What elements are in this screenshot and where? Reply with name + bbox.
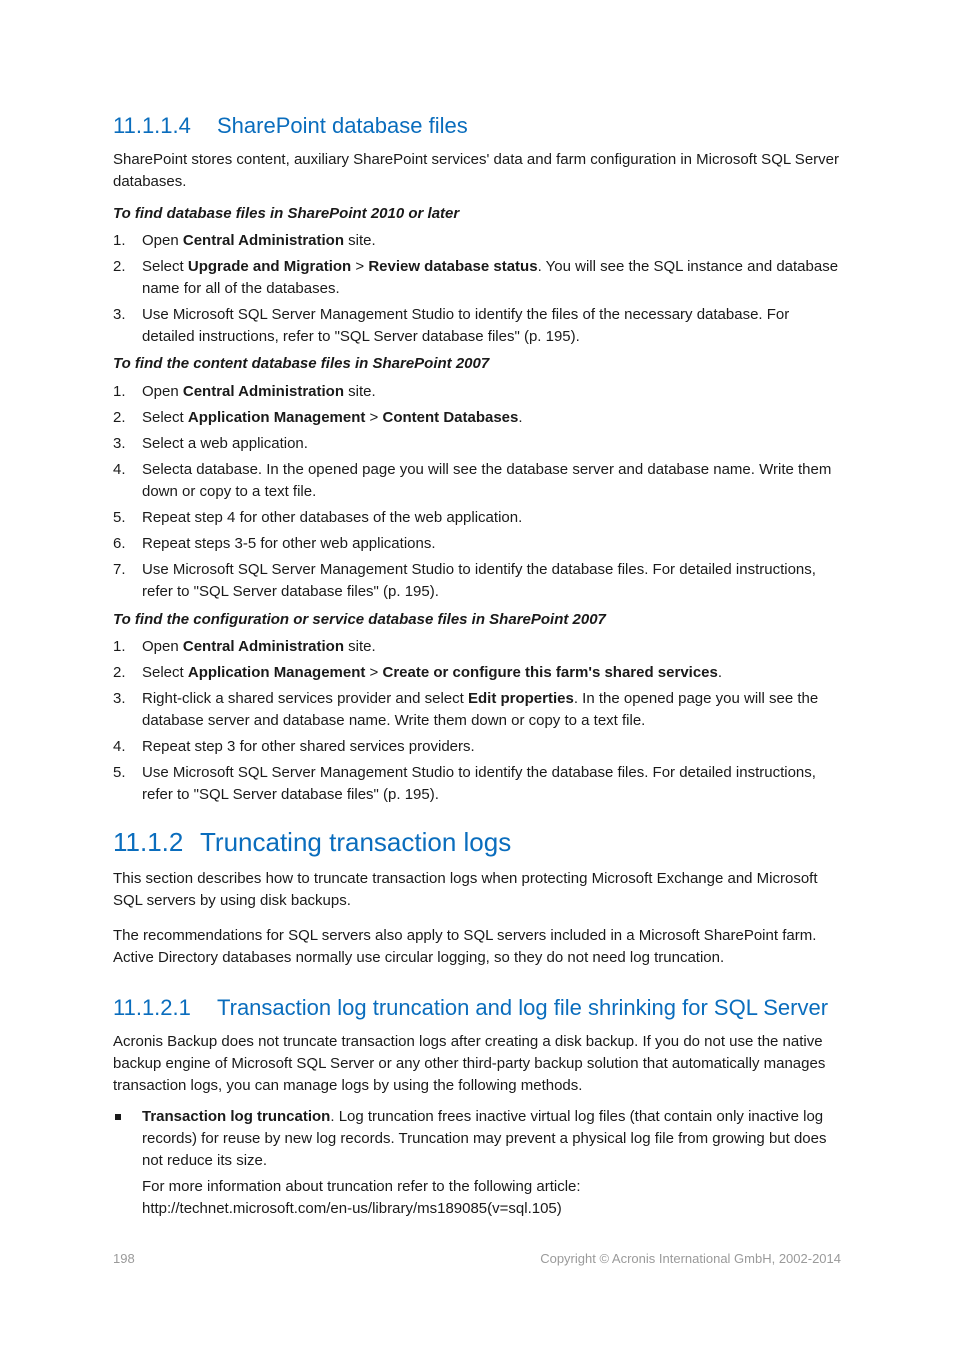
step-text: . [717, 664, 723, 681]
truncating-recommendations: The recommendations for SQL servers also apply to SQL servers included in a Microsoft SharePoint farm. Active Directory databases normally use circular logging, so they do not need log truncation. [113, 927, 817, 966]
step-number: 1. [113, 638, 126, 655]
step-text: Open [142, 638, 183, 655]
list-item [113, 304, 843, 348]
step-text: Right-click a shared services provider and select [142, 690, 468, 707]
method-description: . Log truncation frees inactive virtual log files (that contain only inactive log records) for reuse by new log records. Truncation may prevent a physical log file from growing but does not reduce its size. [142, 1108, 827, 1169]
list-item [113, 507, 843, 529]
steps-content-2007 [113, 381, 843, 607]
step-text: Repeat step 4 for other databases of the web application. [142, 509, 523, 526]
step-bold: Upgrade and Migration [187, 258, 352, 275]
step-bold: Edit properties [467, 690, 574, 707]
sql-truncation-intro: Acronis Backup does not truncate transaction logs after creating a disk backup. If you do not use the native backup engine of Microsoft SQL Server or any other third-party backup solution that automatically manages transaction logs, you can manage logs by using the following methods. [113, 1033, 826, 1094]
step-number: 3. [113, 435, 126, 452]
step-text: site. [344, 638, 376, 655]
step-text: site. [344, 232, 376, 249]
list-item [113, 662, 843, 684]
section-heading-sql-truncation: 11.1.2.1 Transaction log truncation and log file shrinking for SQL Server [113, 995, 829, 1020]
step-text: Use Microsoft SQL Server Management Studio to identify the files of the necessary database. For detailed instructions, refer to "SQL Server database files" (p. 195). [142, 306, 790, 345]
step-text: Open [142, 232, 183, 249]
steps-config-2007 [113, 636, 843, 810]
steps-2010 [113, 230, 843, 352]
step-bold: Content Databases [382, 409, 519, 426]
procedure-heading-config-2007: To find the configuration or service database files in SharePoint 2007 [113, 611, 606, 628]
step-text: . [518, 409, 523, 426]
procedure-heading-2010: To find database files in SharePoint 2010 or later [113, 205, 460, 222]
step-text: Use Microsoft SQL Server Management Studio to identify the database files. For detailed instructions, refer to "SQL Server database files" (p. 195). [142, 561, 816, 600]
procedure-heading-content-2007: To find the content database files in SharePoint 2007 [113, 355, 490, 372]
step-text: Selecta database. In the opened page you will see the database server and database name. Write them down or copy to a text file. [142, 461, 832, 500]
step-text: Use Microsoft SQL Server Management Studio to identify the database files. For detailed instructions, refer to "SQL Server database files" (p. 195). [142, 764, 816, 803]
step-text: Select [142, 664, 188, 681]
step-number: 1. [113, 232, 126, 249]
step-bold: Central Administration [182, 638, 345, 655]
list-item [113, 533, 843, 555]
step-number: 5. [113, 509, 126, 526]
step-number: 2. [113, 258, 126, 275]
step-number: 7. [113, 561, 126, 578]
step-bold: Create or configure this farm's shared services [382, 664, 718, 681]
step-number: 3. [113, 690, 126, 707]
step-text: Repeat step 3 for other shared services providers. [142, 738, 475, 755]
step-bold: Central Administration [182, 383, 345, 400]
step-separator: > [365, 664, 383, 681]
page-number: 198 [113, 1251, 135, 1266]
sharepoint-intro: SharePoint stores content, auxiliary SharePoint services' data and farm configuration in Microsoft SQL Server databases. [113, 151, 839, 190]
step-bold: Central Administration [182, 232, 345, 249]
copyright-notice: Copyright © Acronis International GmbH, 2002-2014 [540, 1251, 841, 1266]
list-item [113, 1106, 843, 1220]
step-number: 2. [113, 409, 126, 426]
step-separator: > [365, 409, 383, 426]
method-title: Transaction log truncation [142, 1108, 331, 1125]
section-heading-sharepoint-db-files: 11.1.1.4 SharePoint database files [113, 113, 468, 138]
step-separator: > [351, 258, 369, 275]
list-item [113, 381, 843, 403]
step-text: site. [344, 383, 376, 400]
more-info-text: For more information about truncation refer to the following article: [142, 1178, 581, 1195]
step-text: Select a web application. [142, 435, 308, 452]
page-footer [113, 1251, 841, 1266]
step-bold: Application Management [187, 664, 366, 681]
step-text: . You will see the SQL instance and database name for all of the databases. [142, 258, 839, 297]
step-text: Select [142, 409, 188, 426]
step-number: 3. [113, 306, 126, 323]
section-heading-truncating-logs: 11.1.2 Truncating transaction logs [113, 827, 512, 857]
list-item [113, 688, 843, 732]
list-item [113, 230, 843, 252]
truncating-intro: This section describes how to truncate transaction logs when protecting Microsoft Exchange and Microsoft SQL servers by using disk backups. [113, 870, 818, 909]
list-item [113, 736, 843, 758]
article-link[interactable]: http://technet.microsoft.com/en-us/library/ms189085(v=sql.105) [142, 1200, 562, 1217]
list-item [113, 636, 843, 658]
step-text: . In the opened page you will see the database server and database name. Write them down or copy to a text file. [142, 690, 819, 729]
step-text: Open [142, 383, 183, 400]
step-number: 4. [113, 461, 126, 478]
list-item [113, 459, 843, 503]
more-info-block [142, 1176, 843, 1220]
step-number: 4. [113, 738, 126, 755]
step-number: 6. [113, 535, 126, 552]
list-item [113, 256, 843, 300]
step-bold: Review database status [368, 258, 538, 275]
list-item [113, 433, 843, 455]
step-text: Repeat steps 3-5 for other web applications. [142, 535, 436, 552]
list-item [113, 559, 843, 603]
square-bullet-icon [115, 1114, 121, 1120]
list-item [113, 762, 843, 806]
list-item [113, 407, 843, 429]
step-number: 5. [113, 764, 126, 781]
step-number: 2. [113, 664, 126, 681]
step-text: Select [142, 258, 188, 275]
step-number: 1. [113, 383, 126, 400]
step-bold: Application Management [187, 409, 366, 426]
methods-list [113, 1106, 843, 1220]
